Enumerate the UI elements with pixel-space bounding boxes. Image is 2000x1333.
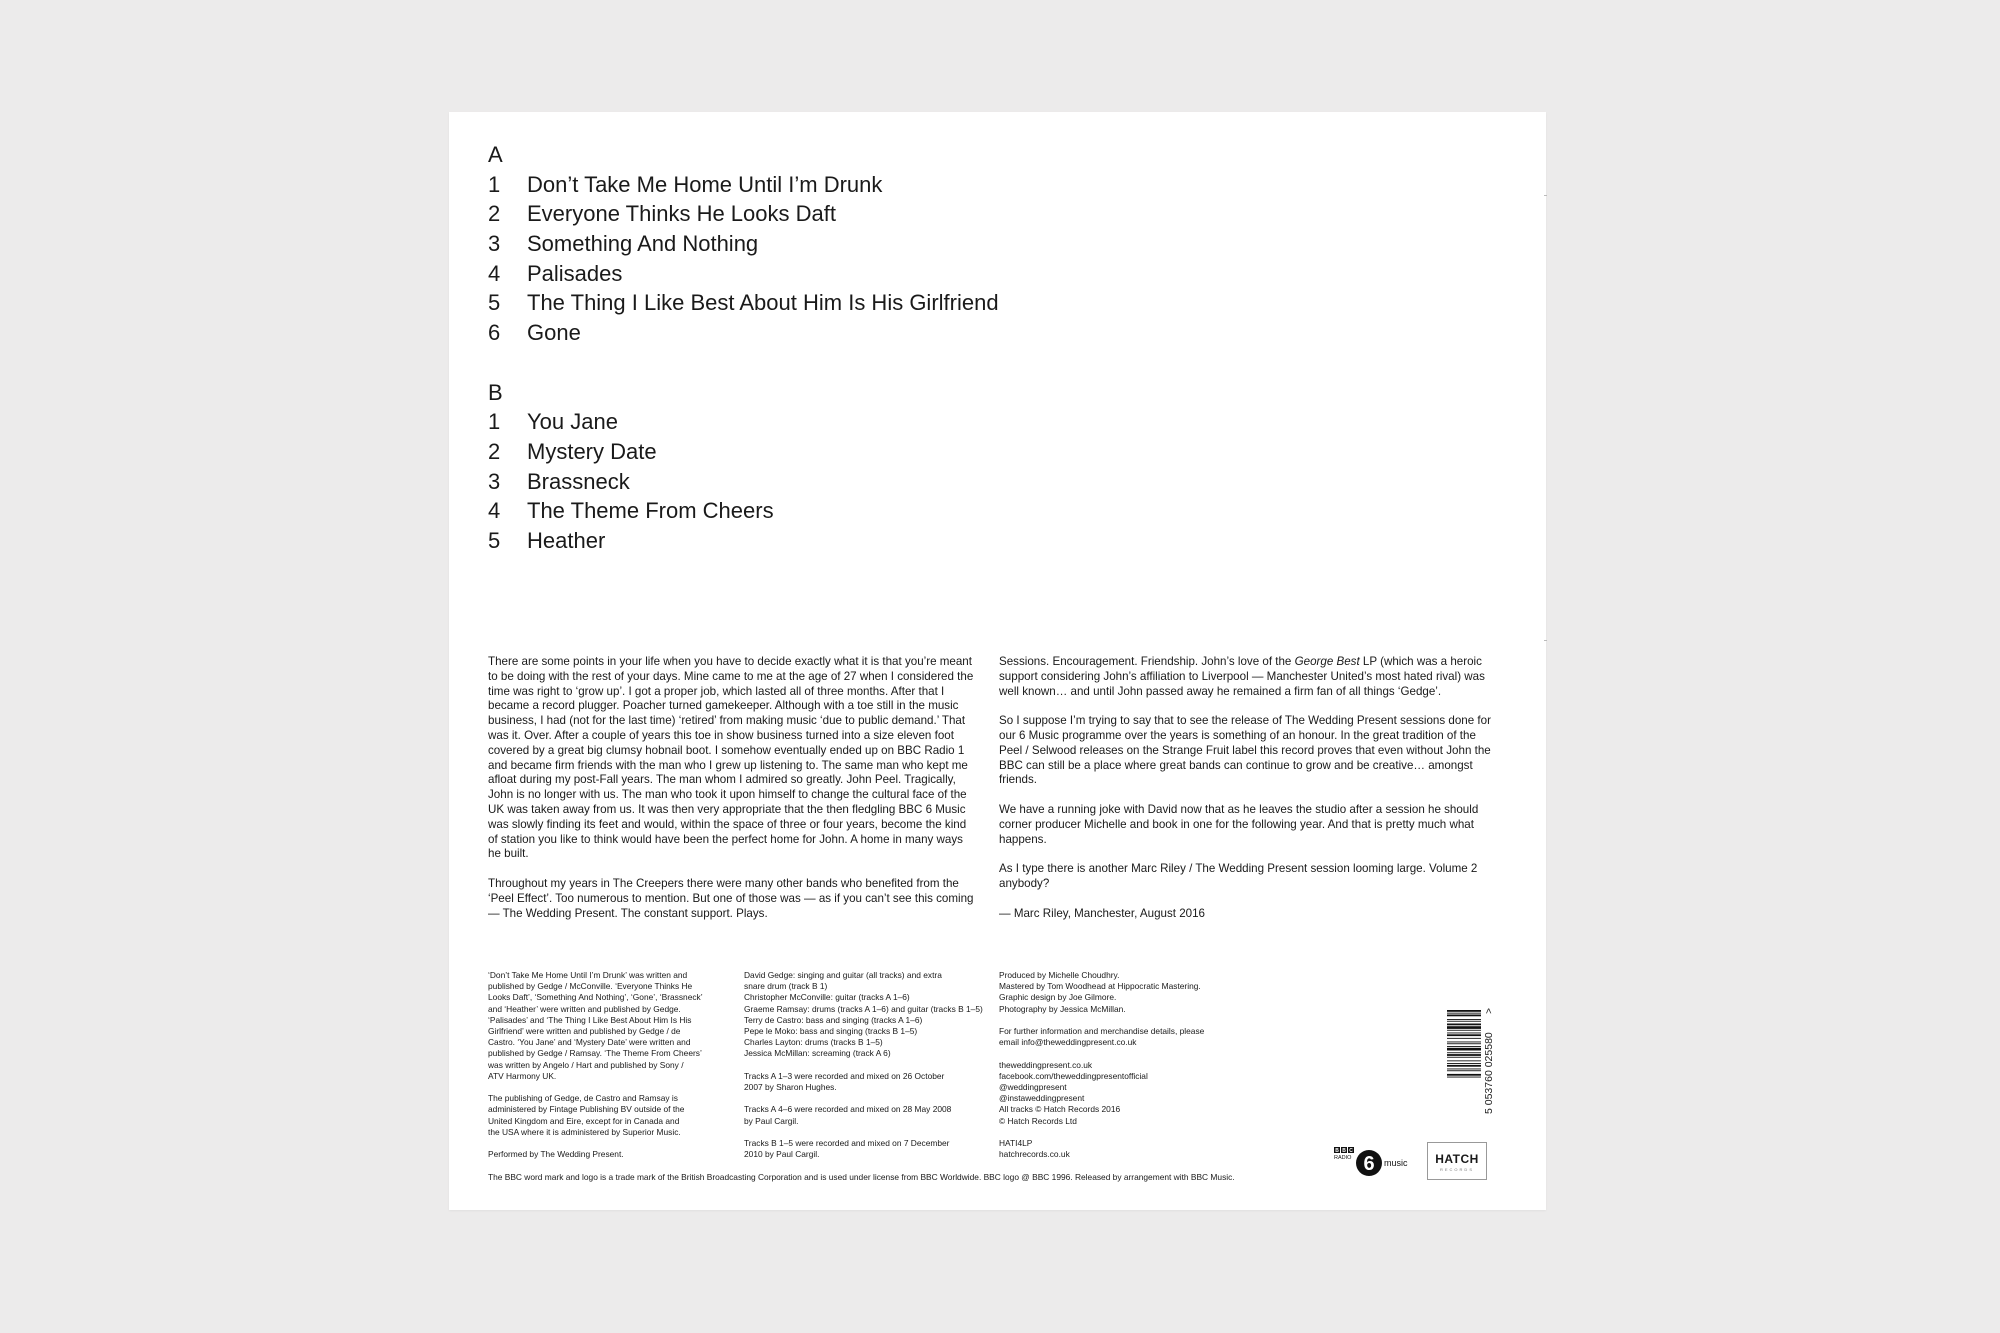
tracklist	[488, 140, 999, 556]
side-spacer	[488, 348, 999, 378]
track-title: Something And Nothing	[527, 231, 759, 257]
credit-block	[744, 1104, 984, 1126]
barcode	[1445, 1006, 1501, 1118]
track-number: 4	[488, 498, 501, 524]
sleeve-edge-mark	[1544, 195, 1547, 196]
barcode-bar	[1447, 1063, 1481, 1064]
track-b3	[488, 467, 999, 497]
liner-paragraph: We have a running joke with David now that as he leaves the studio after a session he should corner producer Michelle and book in one for the following year. And that is pretty much what happens.	[999, 802, 1479, 846]
credit-line: Castro. ‘You Jane’ and ‘Mystery Date’ were written and	[488, 1037, 691, 1048]
credit-block	[488, 1149, 726, 1160]
credit-line: published by Gedge / McConville. ‘Everyone Thinks He	[488, 981, 693, 992]
barcode-bar	[1447, 1026, 1481, 1029]
barcode-bar	[1447, 1013, 1481, 1014]
bbc-radio-6-music-logo	[1333, 1142, 1415, 1180]
liner-paragraph	[999, 655, 1499, 699]
credit-line: Graeme Ramsay: drums (tracks A 1–6) and guitar (tracks B 1–5)	[744, 1003, 983, 1014]
track-number: 6	[488, 320, 501, 346]
bbc-trademark-notice: The BBC word mark and logo is a trade mark of the British Broadcasting Corporation and is used under license from BBC Worldwide. BBC logo @ BBC 1996. Released by arrangement with BBC Music.	[488, 1172, 1235, 1182]
barcode-bar	[1447, 1015, 1481, 1017]
barcode-bar	[1447, 1054, 1481, 1056]
barcode-bar	[1447, 1069, 1481, 1070]
credit-line: Christopher McConville: guitar (tracks A 1–6)	[744, 992, 910, 1003]
credit-line: Pepe le Moko: bass and singing (tracks B 1–5)	[744, 1026, 918, 1037]
hatch-logo-name: HATCH	[1435, 1152, 1479, 1166]
barcode-bar	[1447, 1033, 1481, 1034]
credit-line: was written by Angelo / Hart and published by Sony /	[488, 1059, 684, 1070]
barcode-bar	[1447, 1024, 1481, 1026]
liner-paragraph: So I suppose I’m trying to say that to see the release of The Wedding Present sessions done for our 6 Music programme over the years is something of an honour. In the great tradition of the Peel / Selwood releases on the Strange Fruit label this record proves that even without John the BBC can still be a place where great bands can continue to grow and be creative… amongst friends.	[999, 714, 1491, 787]
credit-line: ‘Don’t Take Me Home Until I’m Drunk’ was written and	[488, 970, 688, 980]
liner-paragraph: Throughout my years in The Creepers there were many other bands who benefited from the ‘Peel Effect’. Too numerous to mention. But one of those was — as if you can’t see this coming — The Wedding Present. The constant support. Plays.	[488, 876, 974, 920]
credit-line: Jessica McMillan: screaming (track A 6)	[744, 1048, 891, 1059]
credit-line: For further information and merchandise details, please	[999, 1026, 1205, 1036]
track-a3	[488, 229, 999, 259]
text-run: LP (which was a heroic support considering John’s affiliation to Liverpool — Manchester United’s most hated rival) was well known… and until John passed away he remained a firm fan of all things ‘Gedge’.	[999, 655, 1485, 698]
credit-line: Terry de Castro: bass and singing (tracks A 1–6)	[744, 1014, 923, 1025]
track-a6	[488, 318, 999, 348]
credit-line: Mastered by Tom Woodhead at Hippocratic Mastering.	[999, 981, 1201, 992]
credit-line: Looks Daft’, ‘Something And Nothing’, ‘Gone’, ‘Brassneck’	[488, 992, 703, 1003]
credits-publishing	[488, 970, 726, 1172]
track-number: 3	[488, 231, 501, 257]
side-b-label: B	[488, 379, 503, 405]
barcode-digits: 5 053760 025580	[1483, 1032, 1495, 1114]
track-title: You Jane	[527, 409, 618, 435]
track-title: The Thing I Like Best About Him Is His Girlfriend	[527, 290, 999, 316]
track-a2	[488, 199, 999, 229]
hatch-records-logo	[1427, 1142, 1487, 1180]
credit-block	[744, 1138, 984, 1160]
credit-line: @instaweddingpresent	[999, 1093, 1085, 1104]
track-b4	[488, 496, 999, 526]
barcode-bar	[1447, 1010, 1481, 1012]
credit-line: snare drum (track B 1)	[744, 981, 828, 992]
credit-line: HATI4LP	[999, 1138, 1033, 1148]
barcode-bar	[1447, 1030, 1481, 1031]
six-digit: 6	[1363, 1153, 1375, 1175]
credit-line: administered by Fintage Publishing BV outside of the	[488, 1104, 685, 1115]
barcode-bar	[1447, 1070, 1481, 1071]
track-title: Palisades	[527, 260, 623, 286]
credit-line: ATV Harmony UK.	[488, 1070, 557, 1081]
barcode-bar	[1447, 1019, 1481, 1020]
credit-line: Tracks A 1–3 were recorded and mixed on 26 October	[744, 1070, 945, 1081]
credits-personnel	[744, 970, 984, 1172]
credit-line: Charles Layton: drums (tracks B 1–5)	[744, 1037, 883, 1048]
credit-block	[999, 970, 1249, 1015]
credit-line: email info@theweddingpresent.co.uk	[999, 1037, 1137, 1048]
barcode-bar	[1447, 1048, 1481, 1051]
track-number: 1	[488, 409, 501, 435]
credit-line: by Paul Cargil.	[744, 1115, 799, 1126]
credit-block	[999, 1138, 1249, 1160]
liner-notes-right	[999, 655, 1499, 936]
record-sleeve-back	[449, 112, 1546, 1210]
credit-line: 2010 by Paul Cargil.	[744, 1149, 820, 1160]
credit-block	[999, 1026, 1249, 1048]
credit-block	[744, 970, 984, 1060]
credit-line: The publishing of Gedge, de Castro and Ramsay is	[488, 1093, 678, 1104]
bbc-radio-text: RADIO	[1334, 1155, 1352, 1161]
barcode-bar	[1447, 1057, 1481, 1058]
credit-line: ‘Palisades’ and ‘The Thing I Like Best About Him Is His	[488, 1014, 692, 1025]
credit-block	[488, 970, 726, 1082]
credit-line: theweddingpresent.co.uk	[999, 1059, 1093, 1070]
album-title-emphasis: George Best	[1294, 655, 1360, 668]
barcode-bar	[1447, 1042, 1481, 1043]
track-number: 2	[488, 201, 501, 227]
track-b1	[488, 407, 999, 437]
sleeve-edge-mark	[1544, 640, 1547, 641]
track-title: The Theme From Cheers	[527, 498, 774, 524]
bbc-letter-b: B	[1335, 1148, 1339, 1154]
hatch-logo-subtitle: RECORDS	[1439, 1167, 1474, 1172]
track-a5	[488, 288, 999, 318]
track-number: 5	[488, 290, 501, 316]
track-title: Everyone Thinks He Looks Daft	[527, 201, 836, 227]
credit-line: © Hatch Records Ltd	[999, 1115, 1077, 1126]
credit-line: David Gedge: singing and guitar (all tracks) and extra	[744, 970, 942, 980]
liner-paragraph: As I type there is another Marc Riley / The Wedding Present session looming large. Volume 2 anybody?	[999, 862, 1478, 890]
credit-line: Girlfriend’ were written and published by Gedge / de	[488, 1026, 681, 1037]
barcode-bar	[1447, 1038, 1481, 1039]
credit-line: hatchrecords.co.uk	[999, 1149, 1070, 1160]
track-b2	[488, 437, 999, 467]
credit-line: All tracks © Hatch Records 2016	[999, 1104, 1121, 1115]
track-b5	[488, 526, 999, 556]
music-text: music	[1384, 1158, 1408, 1168]
track-title: Gone	[527, 320, 581, 346]
barcode-bar	[1447, 1043, 1481, 1044]
barcode-bar	[1447, 1046, 1481, 1047]
track-title: Brassneck	[527, 468, 630, 494]
credit-block	[488, 1093, 726, 1138]
bbc-letter-b: B	[1342, 1148, 1346, 1154]
credit-line: @weddingpresent	[999, 1082, 1067, 1092]
side-a-label: A	[488, 142, 503, 167]
barcode-bar	[1447, 1060, 1481, 1061]
barcode-bar	[1447, 1074, 1481, 1076]
credit-line: Graphic design by Joe Gilmore.	[999, 992, 1117, 1003]
credit-block	[744, 1071, 984, 1093]
track-number: 4	[488, 260, 501, 286]
barcode-bar	[1447, 1065, 1481, 1067]
track-a1	[488, 170, 999, 200]
track-title: Mystery Date	[527, 438, 657, 464]
credit-line: Tracks B 1–5 were recorded and mixed on 7 December	[744, 1138, 950, 1148]
track-number: 5	[488, 527, 501, 553]
barcode-bar	[1447, 1077, 1481, 1078]
credit-line: 2007 by Sharon Hughes.	[744, 1082, 837, 1093]
credits-production	[999, 970, 1249, 1172]
credit-line: facebook.com/theweddingpresentofficial	[999, 1070, 1148, 1081]
credit-line: published by Gedge / Ramsay. ‘The Theme From Cheers’	[488, 1048, 702, 1059]
credit-line: Produced by Michelle Choudhry.	[999, 970, 1120, 980]
track-title: Heather	[527, 527, 606, 553]
credit-line: and ‘Heather’ were written and published by Gedge.	[488, 1003, 681, 1014]
track-number: 1	[488, 171, 501, 197]
liner-signature: — Marc Riley, Manchester, August 2016	[999, 906, 1205, 920]
credit-line: United Kingdom and Eire, except for in Canada and	[488, 1115, 680, 1126]
credit-line: Performed by The Wedding Present.	[488, 1149, 624, 1160]
credit-line: Tracks A 4–6 were recorded and mixed on 28 May 2008	[744, 1104, 952, 1115]
track-number: 2	[488, 438, 501, 464]
liner-notes-left	[488, 655, 978, 936]
bbc-letter-c: C	[1349, 1148, 1353, 1154]
barcode-bar	[1447, 1021, 1481, 1022]
track-title: Don’t Take Me Home Until I’m Drunk	[527, 171, 883, 197]
track-number: 3	[488, 468, 501, 494]
barcode-bars	[1447, 1010, 1481, 1078]
text-run: Sessions. Encouragement. Friendship. John’s love of the	[999, 655, 1295, 668]
barcode-arrow: >	[1484, 1008, 1495, 1014]
credit-line: Photography by Jessica McMillan.	[999, 1003, 1126, 1014]
track-a4	[488, 259, 999, 289]
liner-paragraph: There are some points in your life when you have to decide exactly what it is that you’re meant to be doing with the rest of your days. Mine came to me at the age of 27 when I considered the time was right to ‘grow up’. I got a proper job, which lasted all of three months. After that I became a record plugger. Poacher turned gamekeeper. Although with a toe still in the music business, I had (not for the last time) ‘retired’ from making music ‘due to public demand.’ That was it. Over. After a couple of years this toe in show business turned into a size eleven foot covered by a great big clumsy hobnail boot. I somehow eventually ended up on BBC Radio 1 and became firm friends with the man who I grew up listening to. The same man who kept me afloat during my post-Fall years. The man whom I admired so greatly. John Peel. Tragically, John is no longer with us. The man who took it upon himself to change the cultural face of the UK was taken away from us. It was then very appropriate that the then fledgling BBC 6 Music was slowly finding its feet and would, within the space of three or four years, become the kind of station you like to think would have been the perfect home for John. A home in many ways he built.	[488, 655, 974, 861]
credit-block	[999, 1060, 1249, 1127]
barcode-bar	[1447, 1034, 1481, 1036]
credit-line: the USA where it is administered by Superior Music.	[488, 1126, 681, 1137]
barcode-bar	[1447, 1052, 1481, 1053]
